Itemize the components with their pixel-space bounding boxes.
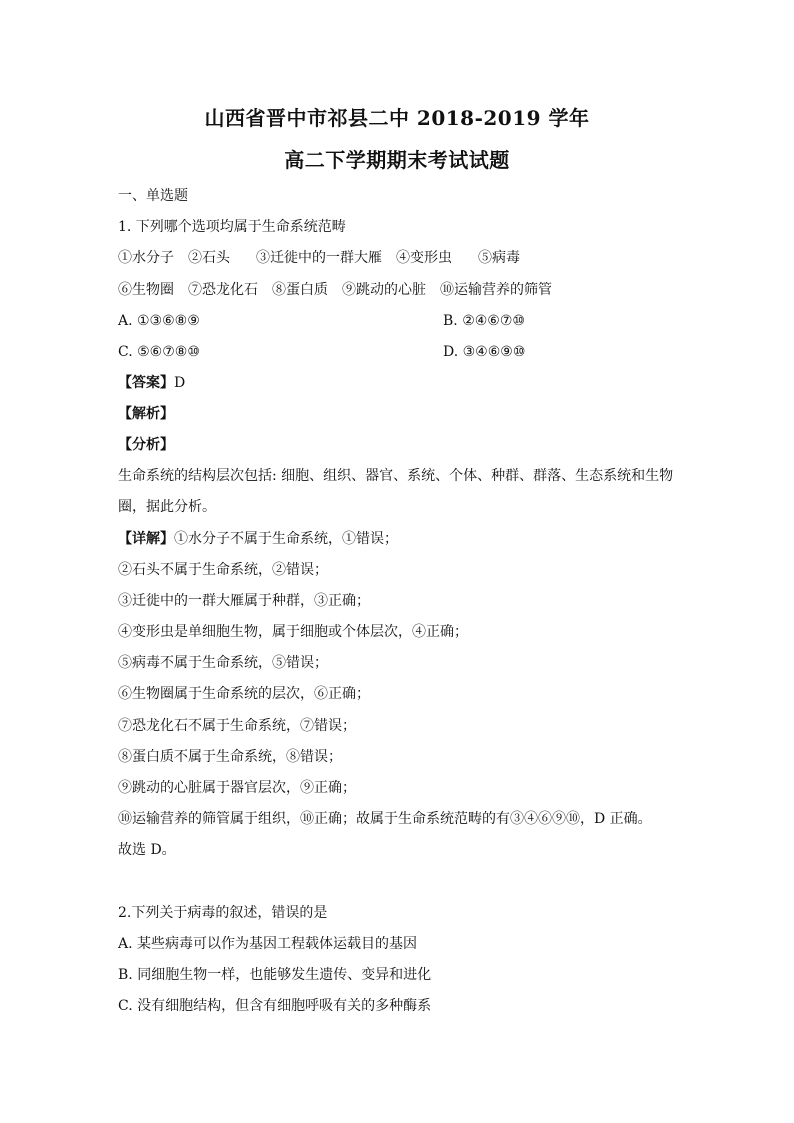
q1-option-a: A. ①③⑥⑧⑨ [118,313,200,329]
q1-item: ②石头 [188,250,230,266]
q1-item: ⑦恐龙化石 [188,282,258,298]
q1-item: ⑥生物圈 [118,282,174,298]
detail-line: ④变形虫是单细胞生物，属于细胞或个体层次，④正确； [118,624,468,640]
q1-stem: 1. 下列哪个选项均属于生命系统范畴 [118,219,346,235]
detail-text: ①水分子不属于生命系统，①错误； [174,531,398,547]
answer-label: 【答案】 [118,375,174,391]
doc-title-line-1: 山西省晋中市祁县二中 2018-2019 学年 [204,106,590,130]
fenxi-label: 【分析】 [118,437,174,453]
detail-line: ⑩运输营养的筛管属于组织，⑩正确；故属于生命系统范畴的有③④⑥⑨⑩，D 正确。 [118,811,652,827]
detail-line: ⑦恐龙化石不属于生命系统，⑦错误； [118,718,356,734]
q1-option-d: D. ③④⑥⑨⑩ [443,344,526,360]
q1-item: ⑨跳动的心脏 [342,282,426,298]
detail-line: ⑤病毒不属于生命系统，⑤错误； [118,655,328,671]
section-heading: 一、单选题 [118,188,188,204]
detail-line: ⑧蛋白质不属于生命系统，⑧错误； [118,749,342,765]
detail-first-line [118,529,398,549]
answer-value: D [174,375,186,391]
q1-items-row-2 [118,280,552,300]
detail-line: ⑥生物圈属于生命系统的层次，⑥正确； [118,686,370,702]
q1-answer [118,373,185,393]
q1-item: ⑤病毒 [478,250,520,266]
q1-item: ①水分子 [118,250,174,266]
q1-item: ③迁徙中的一群大雁 [256,250,382,266]
conclusion-line: 故选 D。 [118,842,176,858]
analysis-label: 【解析】 [118,406,174,422]
q2-option-b: B. 同细胞生物一样，也能够发生遗传、变异和进化 [118,967,432,983]
q2-option-c: C. 没有细胞结构，但含有细胞呼吸有关的多种酶系 [118,998,432,1014]
detail-line: ②石头不属于生命系统，②错误； [118,562,328,578]
q1-item: ④变形虫 [396,250,452,266]
q2-option-a: A. 某些病毒可以作为基因工程载体运载目的基因 [118,936,418,952]
q1-items-row-1 [118,248,520,268]
q1-item: ⑧蛋白质 [272,282,328,298]
detail-line: ③迁徙中的一群大雁属于种群，③正确； [118,593,370,609]
q1-option-b: B. ②④⑥⑦⑩ [443,313,525,329]
fenxi-text-1: 生命系统的结构层次包括: 细胞、组织、器官、系统、个体、种群、群落、生态系统和生物 [118,468,674,484]
detail-line: ⑨跳动的心脏属于器官层次，⑨正确； [118,780,356,796]
doc-title-line-2: 高二下学期期末考试试题 [284,148,510,172]
detail-label: 【详解】 [118,531,174,547]
fenxi-text-2: 圈，据此分析。 [118,499,216,515]
q1-item: ⑩运输营养的筛管 [440,282,552,298]
q2-stem: 2.下列关于病毒的叙述，错误的是 [118,905,328,921]
q1-option-c: C. ⑤⑥⑦⑧⑩ [118,344,200,360]
